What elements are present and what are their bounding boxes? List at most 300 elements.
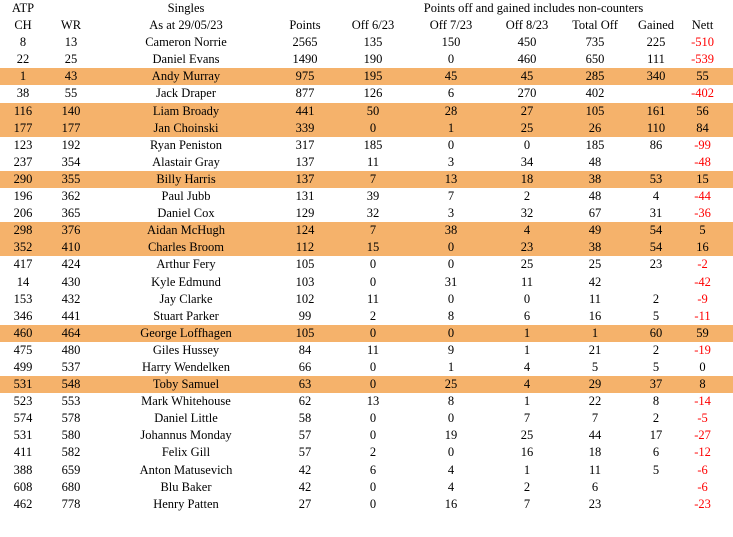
cell-off-6-23: 32 [366,206,380,221]
header-points-off-gained: Points off and gained includes non-counters [423,1,644,15]
cell-player-name: Anton Matusevich [139,462,233,477]
table-row [0,274,733,291]
cell-total-off: 6 [591,479,599,494]
table-row [0,325,733,342]
cell-points: 441 [295,103,315,118]
cell-off-7-23: 28 [444,103,458,118]
cell-off-7-23: 19 [444,428,458,443]
cell-total-off: 735 [585,35,605,50]
cell-nett: -539 [691,52,714,67]
header-ch: CH [14,18,32,33]
table-row [0,496,733,513]
cell-player-name: Arthur Fery [156,257,216,272]
cell-wr: 25 [64,52,78,67]
cell-wr: 778 [61,496,81,511]
header-atp: ATP [11,1,35,15]
cell-off-8-23: 460 [517,52,537,67]
cell-ch: 475 [13,342,33,357]
cell-nett: 59 [696,325,709,340]
cell-off-6-23: 7 [369,171,377,186]
cell-off-7-23: 16 [444,496,458,511]
cell-player-name: Cameron Norrie [145,35,227,50]
cell-gained: 161 [646,103,666,118]
cell-ch: 116 [13,103,33,118]
cell-gained: 340 [646,69,666,84]
cell-off-8-23: 34 [520,154,534,169]
cell-total-off: 38 [588,171,602,186]
cell-ch: 22 [16,52,30,67]
cell-off-6-23: 135 [363,35,383,50]
cell-wr: 140 [61,103,81,118]
cell-gained: 31 [649,206,663,221]
cell-off-8-23: 45 [520,69,534,84]
cell-points: 317 [295,137,315,152]
cell-player-name: Alastair Gray [152,154,220,169]
cell-nett: -9 [697,291,708,306]
cell-off-8-23: 4 [523,377,531,392]
cell-off-7-23: 150 [441,35,461,50]
cell-nett: 84 [696,120,709,135]
cell-off-7-23: 4 [447,479,455,494]
cell-points: 137 [295,171,315,186]
cell-points: 27 [298,496,312,511]
cell-off-6-23: 7 [369,223,377,238]
cell-points: 975 [295,69,315,84]
cell-off-7-23: 1 [447,359,455,374]
cell-ch: 1 [19,69,27,84]
cell-gained [626,479,686,496]
table-row [0,85,733,102]
cell-player-name: Kyle Edmund [151,274,221,289]
cell-player-name: Aidan McHugh [146,223,226,238]
cell-off-6-23: 0 [369,257,377,272]
cell-off-6-23: 6 [369,462,377,477]
cell-gained: 110 [646,120,666,135]
cell-total-off: 21 [588,342,602,357]
cell-ch: 460 [13,325,33,340]
cell-total-off: 22 [588,394,602,409]
cell-points: 105 [295,325,315,340]
cell-off-8-23: 32 [520,206,534,221]
cell-off-8-23: 11 [520,274,534,289]
cell-points: 42 [298,479,312,494]
cell-off-7-23: 45 [444,69,458,84]
cell-gained: 60 [649,325,663,340]
cell-off-6-23: 0 [369,359,377,374]
cell-nett: -36 [694,206,711,221]
cell-nett: -44 [694,189,711,204]
cell-wr: 441 [61,308,81,323]
cell-wr: 355 [61,171,81,186]
cell-nett: 15 [696,171,709,186]
cell-off-8-23: 16 [520,445,534,460]
cell-off-7-23: 3 [447,206,455,221]
cell-ch: 290 [13,171,33,186]
cell-points: 1490 [292,52,318,67]
cell-total-off: 11 [588,291,602,306]
cell-off-7-23: 31 [444,274,458,289]
cell-off-8-23: 27 [520,103,534,118]
cell-off-7-23: 13 [444,171,458,186]
cell-points: 105 [295,257,315,272]
cell-gained: 2 [652,342,660,357]
cell-ch: 531 [13,428,33,443]
cell-off-6-23: 185 [363,137,383,152]
cell-off-6-23: 0 [369,428,377,443]
cell-points: 2565 [292,35,318,50]
cell-wr: 365 [61,206,81,221]
cell-player-name: Jay Clarke [159,291,213,306]
cell-ch: 8 [19,35,27,50]
cell-off-7-23: 38 [444,223,458,238]
table-row [0,342,733,359]
table-row [0,120,733,137]
cell-ch: 298 [13,223,33,238]
header-row-1 [0,0,733,17]
cell-off-8-23: 1 [523,325,531,340]
table-row [0,103,733,120]
cell-player-name: Daniel Cox [157,206,215,221]
cell-ch: 123 [13,137,33,152]
cell-nett: -2 [697,257,708,272]
cell-wr: 680 [61,479,81,494]
cell-player-name: George Loffhagen [140,325,232,340]
cell-nett: -99 [694,137,711,152]
cell-off-7-23: 6 [447,86,455,101]
cell-off-8-23: 25 [520,257,534,272]
cell-gained: 5 [652,359,660,374]
cell-player-name: Felix Gill [161,445,211,460]
cell-gained: 5 [652,462,660,477]
cell-player-name: Henry Patten [153,496,219,511]
cell-points: 124 [295,223,315,238]
cell-ch: 531 [13,377,33,392]
cell-off-8-23: 1 [523,394,531,409]
cell-off-8-23: 7 [523,496,531,511]
cell-off-7-23: 0 [447,137,455,152]
cell-total-off: 67 [588,206,602,221]
cell-ch: 417 [13,257,33,272]
cell-off-8-23: 1 [523,342,531,357]
cell-total-off: 48 [588,189,602,204]
cell-wr: 432 [61,291,81,306]
cell-off-6-23: 0 [369,274,377,289]
cell-off-6-23: 126 [363,86,383,101]
cell-nett: -27 [694,428,711,443]
cell-total-off: 44 [588,428,602,443]
cell-player-name: Blu Baker [160,479,212,494]
cell-gained: 225 [646,35,666,50]
cell-off-7-23: 25 [444,377,458,392]
cell-points: 129 [295,206,315,221]
table-row [0,34,733,51]
table-row [0,291,733,308]
cell-gained: 2 [652,411,660,426]
cell-wr: 578 [61,411,81,426]
cell-off-6-23: 11 [366,154,380,169]
cell-off-8-23: 4 [523,359,531,374]
cell-total-off: 11 [588,462,602,477]
table-row [0,359,733,376]
cell-total-off: 185 [585,137,605,152]
header-blank-points [276,0,334,17]
cell-off-8-23: 23 [520,240,534,255]
cell-total-off: 16 [588,308,602,323]
cell-points: 57 [298,445,312,460]
cell-gained: 53 [649,171,663,186]
cell-wr: 580 [61,428,81,443]
cell-ch: 196 [13,189,33,204]
cell-nett: -11 [694,308,711,323]
cell-total-off: 285 [585,69,605,84]
cell-gained [626,274,686,291]
cell-off-6-23: 0 [369,411,377,426]
cell-off-6-23: 15 [366,240,380,255]
cell-off-6-23: 0 [369,479,377,494]
cell-wr: 43 [64,69,78,84]
cell-total-off: 7 [591,411,599,426]
cell-nett: -402 [691,86,714,101]
cell-gained: 17 [649,428,663,443]
cell-off-7-23: 0 [447,291,455,306]
cell-nett: 0 [699,359,706,374]
table-row [0,308,733,325]
cell-points: 99 [298,308,312,323]
cell-off-7-23: 7 [447,189,455,204]
cell-total-off: 650 [585,52,605,67]
cell-nett: -14 [694,394,711,409]
cell-player-name: Toby Samuel [152,377,220,392]
header-off-8-23: Off 8/23 [505,18,549,33]
cell-total-off: 105 [585,103,605,118]
cell-wr: 177 [61,120,81,135]
cell-player-name: Paul Jubb [161,189,211,204]
cell-nett: 55 [696,69,709,84]
cell-gained: 2 [652,291,660,306]
cell-ch: 608 [13,479,33,494]
cell-off-7-23: 0 [447,257,455,272]
table-row [0,410,733,427]
cell-off-8-23: 270 [517,86,537,101]
cell-points: 112 [295,240,315,255]
cell-off-7-23: 3 [447,154,455,169]
header-total-off: Total Off [572,18,618,33]
cell-gained: 111 [647,52,665,67]
cell-wr: 424 [61,257,81,272]
cell-points: 66 [298,359,312,374]
cell-ch: 38 [16,86,30,101]
table-row [0,154,733,171]
header-row-2 [0,17,733,34]
cell-wr: 410 [61,240,81,255]
cell-off-7-23: 1 [447,120,455,135]
cell-nett: -12 [694,445,711,460]
cell-player-name: Daniel Little [154,411,218,426]
cell-off-8-23: 1 [523,462,531,477]
cell-off-6-23: 0 [369,496,377,511]
cell-ch: 346 [13,308,33,323]
cell-player-name: Mark Whitehouse [141,394,231,409]
cell-off-6-23: 11 [366,291,380,306]
header-singles: Singles [167,1,205,15]
cell-player-name: Giles Hussey [152,342,220,357]
cell-total-off: 5 [591,359,599,374]
cell-points: 102 [295,291,315,306]
cell-total-off: 49 [588,223,602,238]
cell-nett: -23 [694,496,711,511]
cell-player-name: Charles Broom [147,240,225,255]
cell-player-name: Harry Wendelken [142,359,230,374]
cell-total-off: 23 [588,496,602,511]
cell-nett: -48 [694,154,711,169]
cell-gained: 23 [649,257,663,272]
table-row [0,376,733,393]
cell-off-8-23: 18 [520,171,534,186]
header-as-at: As at 29/05/23 [149,18,223,33]
cell-points: 58 [298,411,312,426]
cell-nett: 16 [696,240,709,255]
cell-points: 62 [298,394,312,409]
cell-gained: 37 [649,377,663,392]
cell-off-7-23: 8 [447,308,455,323]
cell-nett: -510 [691,35,714,50]
cell-wr: 376 [61,223,81,238]
cell-wr: 192 [61,137,81,152]
table-row [0,205,733,222]
cell-points: 57 [298,428,312,443]
cell-nett: -6 [697,462,708,477]
cell-off-8-23: 7 [523,411,531,426]
header-gained: Gained [637,18,675,33]
cell-ch: 462 [13,496,33,511]
cell-total-off: 42 [588,274,602,289]
cell-wr: 354 [61,154,81,169]
cell-off-7-23: 0 [447,52,455,67]
cell-off-6-23: 195 [363,69,383,84]
header-off-7-23: Off 7/23 [429,18,473,33]
cell-off-8-23: 0 [523,137,531,152]
cell-gained: 54 [649,240,663,255]
cell-total-off: 1 [591,325,599,340]
cell-off-7-23: 9 [447,342,455,357]
cell-off-6-23: 190 [363,52,383,67]
cell-wr: 582 [61,445,81,460]
cell-player-name: Liam Broady [152,103,220,118]
cell-gained [626,85,686,102]
cell-wr: 480 [61,342,81,357]
cell-gained: 6 [652,445,660,460]
cell-off-7-23: 0 [447,240,455,255]
cell-off-6-23: 0 [369,377,377,392]
cell-total-off: 18 [588,445,602,460]
cell-wr: 553 [61,394,81,409]
cell-total-off: 38 [588,240,602,255]
cell-off-8-23: 0 [523,291,531,306]
cell-ch: 574 [13,411,33,426]
cell-player-name: Daniel Evans [152,52,220,67]
cell-off-6-23: 39 [366,189,380,204]
cell-nett: 8 [699,377,706,392]
cell-total-off: 402 [585,86,605,101]
cell-wr: 464 [61,325,81,340]
cell-off-7-23: 0 [447,445,455,460]
cell-player-name: Johannus Monday [140,428,232,443]
table-row [0,188,733,205]
cell-ch: 499 [13,359,33,374]
table-row [0,137,733,154]
cell-gained: 5 [652,308,660,323]
table-row [0,239,733,256]
cell-points: 339 [295,120,315,135]
cell-off-8-23: 2 [523,189,531,204]
cell-wr: 537 [61,359,81,374]
cell-off-6-23: 0 [369,120,377,135]
cell-player-name: Ryan Peniston [149,137,223,152]
header-wr: WR [60,18,82,33]
header-points: Points [289,18,321,33]
header-off-6-23: Off 6/23 [351,18,395,33]
cell-off-8-23: 25 [520,428,534,443]
cell-off-8-23: 2 [523,479,531,494]
cell-player-name: Billy Harris [156,171,216,186]
cell-points: 877 [295,86,315,101]
cell-points: 42 [298,462,312,477]
cell-total-off: 29 [588,377,602,392]
cell-off-6-23: 11 [366,342,380,357]
table-row [0,427,733,444]
table-row [0,444,733,461]
table-row [0,171,733,188]
cell-total-off: 26 [588,120,602,135]
cell-ch: 237 [13,154,33,169]
cell-player-name: Stuart Parker [153,308,219,323]
table-row [0,256,733,273]
cell-points: 103 [295,274,315,289]
cell-off-8-23: 450 [517,35,537,50]
cell-off-6-23: 2 [369,308,377,323]
cell-nett: -5 [697,411,708,426]
cell-off-8-23: 4 [523,223,531,238]
cell-ch: 523 [13,394,33,409]
cell-player-name: Andy Murray [151,69,221,84]
table-row [0,222,733,239]
cell-wr: 13 [64,35,78,50]
table-row [0,68,733,85]
cell-off-6-23: 2 [369,445,377,460]
table-row [0,479,733,496]
cell-gained: 54 [649,223,663,238]
cell-off-7-23: 4 [447,462,455,477]
cell-wr: 55 [64,86,78,101]
cell-ch: 14 [16,274,30,289]
cell-off-6-23: 50 [366,103,380,118]
cell-points: 63 [298,377,312,392]
cell-off-7-23: 0 [447,411,455,426]
cell-ch: 388 [13,462,33,477]
cell-ch: 153 [13,291,33,306]
cell-gained: 8 [652,394,660,409]
cell-total-off: 25 [588,257,602,272]
cell-wr: 659 [61,462,81,477]
cell-gained [626,154,686,171]
cell-wr: 430 [61,274,81,289]
cell-ch: 411 [13,445,33,460]
table-row [0,393,733,410]
table-row [0,462,733,479]
cell-wr: 548 [61,377,81,392]
cell-player-name: Jack Draper [155,86,217,101]
cell-off-6-23: 13 [366,394,380,409]
